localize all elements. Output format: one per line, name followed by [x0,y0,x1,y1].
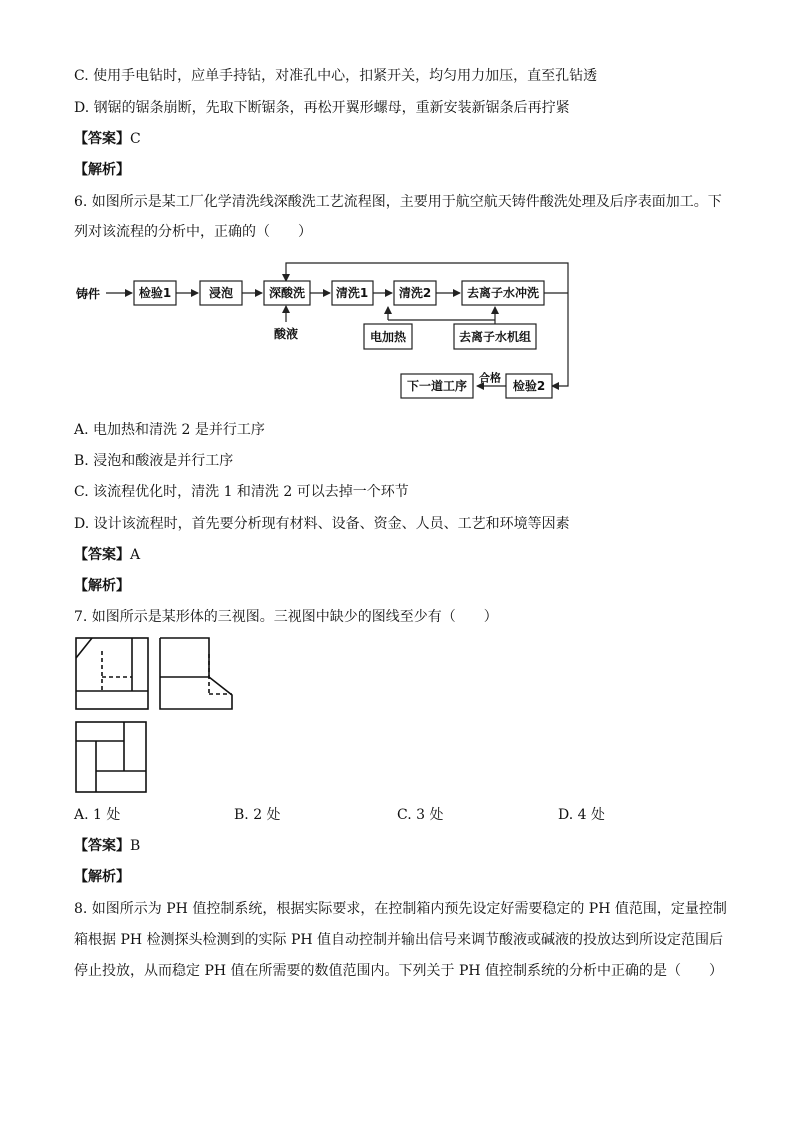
flow-pass-label: 合格 [479,371,501,385]
front-view [76,638,148,709]
q5-analysis-label: 【解析】 [74,162,130,178]
q5-option-d: D. 钢锯的锯条崩断，先取下断锯条，再松开翼形螺母，重新安装新锯条后再拧紧 [74,100,570,116]
answer-label: 【答案】 [74,838,130,854]
answer-label: 【答案】 [74,131,130,147]
flow-heat-label: 电加热 [369,330,407,344]
q6-stem-line2: 列对该流程的分析中，正确的（ ） [74,224,312,240]
q6-option-d: D. 设计该流程时，首先要分析现有材料、设备、资金、人员、工艺和环境等因素 [74,516,570,532]
side-view [160,638,232,709]
q8-stem-line3: 停止投放，从而稳定 PH 值在所需要的数值范围内。下列关于 PH 值控制系统的分析中正确的是（ ） [74,963,724,979]
q7-answer [74,836,140,856]
q7-option-a: A. 1 处 [74,807,121,823]
q8-stem-line2: 箱根据 PH 检测探头检测到的实际 PH 值自动控制并输出信号来调节酸液或碱液的投放达到所设定范围后 [74,932,724,948]
flow-deep-acid-label: 深酸洗 [268,286,306,300]
flow-rinse1-label: 清洗1 [335,286,369,300]
answer-value: A [130,547,141,563]
q6-stem-line1: 6. 如图所示是某工厂化学清洗线深酸洗工艺流程图，主要用于航空航天铸件酸洗处理及后序表面加工。下 [74,194,722,210]
flow-rinse2-label: 清洗2 [398,286,432,300]
flow-deion-rinse-label: 去离子水冲洗 [466,286,540,300]
q6-analysis-label: 【解析】 [74,578,130,594]
flow-next-label: 下一道工序 [406,379,468,393]
answer-value: B [130,838,141,854]
q7-option-c: C. 3 处 [397,807,444,823]
q5-option-c: C. 使用手电钻时，应单手持钻，对准孔中心，扣紧开关，均匀用力加压，直至孔钻透 [74,68,598,84]
q5-answer [74,129,141,149]
flow-start-label: 铸件 [75,287,101,301]
q7-three-view-drawing [72,634,242,796]
flow-inspect2-label: 检验2 [512,379,546,393]
flow-inspect1-label: 检验1 [138,286,172,300]
q7-option-d: D. 4 处 [558,807,605,823]
q7-option-b: B. 2 处 [234,807,281,823]
q6-option-c: C. 该流程优化时，清洗 1 和清洗 2 可以去掉一个环节 [74,484,409,500]
flow-soak-label: 浸泡 [208,286,234,300]
flow-deion-unit-label: 去离子水机组 [458,330,532,344]
q6-process-flowchart [70,258,580,408]
q7-analysis-label: 【解析】 [74,869,130,885]
q6-option-b: B. 浸泡和酸液是并行工序 [74,453,234,469]
q7-stem: 7. 如图所示是某形体的三视图。三视图中缺少的图线至少有（ ） [74,609,498,625]
q6-option-a: A. 电加热和清洗 2 是并行工序 [74,422,265,438]
answer-value: C [130,131,141,147]
answer-label: 【答案】 [74,547,130,563]
q6-answer [74,545,140,565]
q8-stem-line1: 8. 如图所示为 PH 值控制系统，根据实际要求，在控制箱内预先设定好需要稳定的 PH 值范围，定量控制 [74,901,727,917]
top-view [76,722,146,792]
flow-acid-label: 酸液 [273,327,299,341]
